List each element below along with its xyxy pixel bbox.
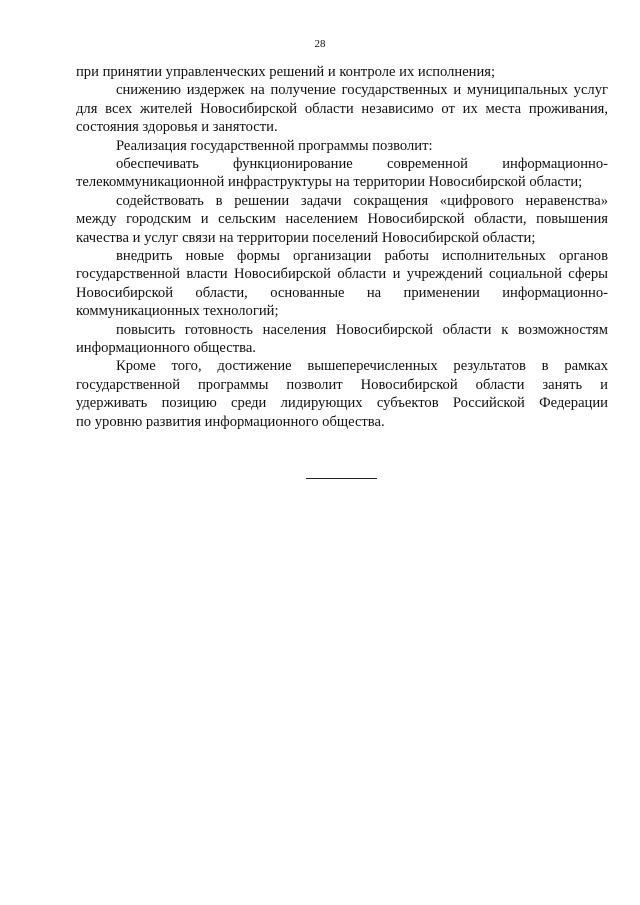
text-line: для всех жителей Новосибирской области независимо от их места проживания, — [76, 100, 608, 117]
text-line: повысить готовность населения Новосибирской области к возможностям — [116, 321, 608, 338]
text-line: государственной программы позволит Новосибирской области занять и — [76, 376, 608, 393]
text-line: Кроме того, достижение вышеперечисленных результатов в рамках — [116, 358, 608, 375]
end-of-section-rule — [306, 478, 377, 479]
text-line: информационного общества. — [76, 339, 256, 356]
text-line: снижению издержек на получение государственных и муниципальных услуг — [116, 82, 608, 99]
text-line: коммуникационных технологий; — [76, 303, 279, 320]
text-line: внедрить новые формы организации работы исполнительных органов — [116, 247, 608, 264]
text-line: обеспечивать функционирование современной информационно- — [116, 156, 608, 172]
text-line: государственной власти Новосибирской области и учреждений социальной сферы — [76, 266, 608, 283]
text-line: удерживать позицию среди лидирующих субъектов Российской Федерации — [76, 395, 608, 412]
text-line: телекоммуникационной инфраструктуры на территории Новосибирской области; — [76, 174, 583, 191]
text-line: между городским и сельским населением Новосибирской области, повышения — [76, 211, 608, 228]
page-number: 28 — [314, 38, 326, 50]
text-line: при принятии управленческих решений и контроле их исполнения; — [76, 64, 496, 80]
text-line: по уровню развития информационного общества. — [76, 413, 385, 430]
document-body — [76, 63, 608, 431]
text-line: Новосибирской области, основанные на применении информационно- — [76, 284, 608, 301]
text-line: состояния здоровья и занятости. — [76, 119, 278, 136]
text-line: содействовать в решении задачи сокращения «цифрового неравенства» — [116, 192, 608, 209]
text-line: Реализация государственной программы позволит: — [116, 137, 433, 154]
text-line: качества и услуг связи на территории поселений Новосибирской области; — [76, 229, 536, 246]
